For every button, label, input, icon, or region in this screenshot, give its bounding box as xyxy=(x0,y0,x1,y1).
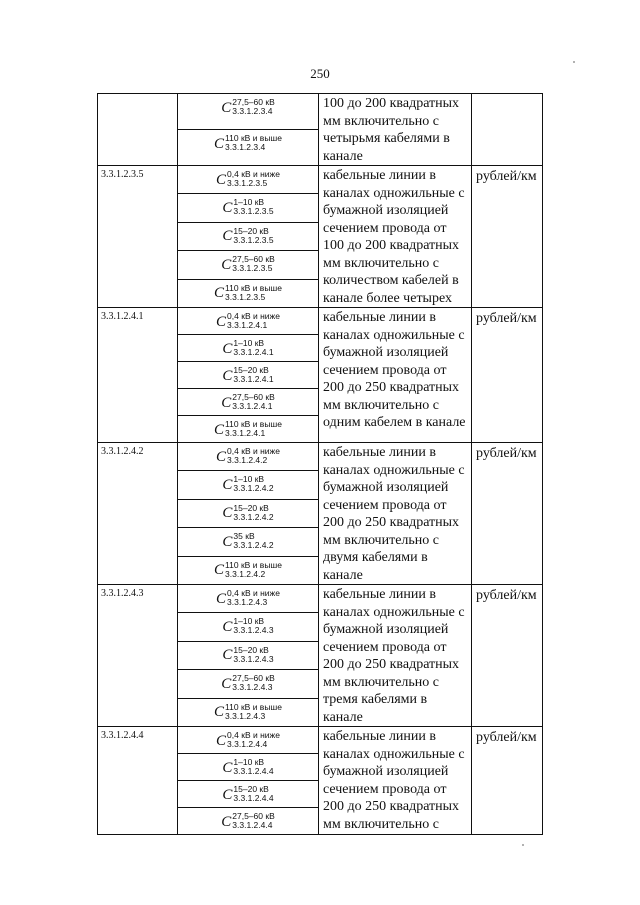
tariff-table xyxy=(97,93,543,835)
item-description: кабельные линии в каналах одножильные с бумажной изоляцией сечением провода от 200 до 250 квадратных мм включительно с двумя кабелями в канале xyxy=(319,443,472,585)
voltage-class: 1–10 кВ xyxy=(233,338,265,348)
voltage-class: 15–20 кВ xyxy=(233,644,269,655)
rate-symbol-cell xyxy=(178,166,319,194)
voltage-class: 110 кВ и выше xyxy=(225,282,282,293)
voltage-class: 1–10 кВ xyxy=(233,616,265,627)
rate-index: 3.3.1.2.3.4 xyxy=(225,142,266,152)
rate-index: 3.3.1.2.4.4 xyxy=(233,766,274,776)
symbol-letter: C xyxy=(222,228,233,245)
voltage-class: 15–20 кВ xyxy=(233,225,269,236)
rate-index: 3.3.1.2.3.5 xyxy=(233,206,274,217)
rate-symbol-cell xyxy=(178,727,319,754)
rate-index: 3.3.1.2.4.1 xyxy=(227,320,268,330)
voltage-class: 27,5–60 кВ xyxy=(232,97,275,107)
voltage-class: 0,4 кВ и ниже xyxy=(227,730,280,740)
rate-symbol-cell xyxy=(178,222,319,250)
voltage-class: 110 кВ и выше xyxy=(225,701,282,712)
item-code: 3.3.1.2.4.3 xyxy=(98,585,178,727)
rate-symbol xyxy=(178,727,318,753)
symbol-letter: C xyxy=(221,256,232,273)
rate-symbol xyxy=(178,416,318,442)
rate-index: 3.3.1.2.4.3 xyxy=(225,710,266,721)
rate-index: 3.3.1.2.4.4 xyxy=(233,793,274,803)
symbol-letter: C xyxy=(216,448,227,465)
rate-symbol-cell xyxy=(178,362,319,389)
symbol-letter: C xyxy=(222,618,233,635)
scan-speck xyxy=(573,61,575,63)
rate-symbol xyxy=(178,223,318,249)
rate-symbol-cell xyxy=(178,528,319,556)
table-row xyxy=(98,585,543,613)
item-code xyxy=(98,94,178,166)
symbol-letter: C xyxy=(216,732,227,749)
rate-symbol xyxy=(178,781,318,807)
symbol-letter: C xyxy=(216,171,227,188)
voltage-class: 110 кВ и выше xyxy=(225,559,282,570)
rate-symbol xyxy=(178,308,318,334)
rate-symbol xyxy=(178,500,318,526)
rate-symbol-cell xyxy=(178,308,319,335)
symbol-letter: C xyxy=(221,394,232,411)
item-description: 100 до 200 квадратных мм включительно с четырьмя кабелями в канале xyxy=(319,94,472,166)
rate-symbol-cell xyxy=(178,389,319,416)
rate-symbol xyxy=(178,389,318,415)
voltage-class: 0,4 кВ и ниже xyxy=(227,311,280,321)
rate-symbol xyxy=(178,670,318,696)
symbol-letter: C xyxy=(214,285,225,302)
symbol-letter: C xyxy=(222,367,233,384)
rate-symbol xyxy=(178,130,318,156)
rate-symbol-cell xyxy=(178,443,319,471)
rate-symbol xyxy=(178,754,318,780)
rate-symbol-cell xyxy=(178,556,319,584)
rate-index: 3.3.1.2.4.4 xyxy=(232,820,273,830)
rate-symbol xyxy=(178,471,318,497)
voltage-class: 0,4 кВ и ниже xyxy=(227,588,280,598)
symbol-letter: C xyxy=(222,759,233,776)
rate-symbol xyxy=(178,194,318,220)
voltage-class: 15–20 кВ xyxy=(233,365,269,375)
tariff-table-body xyxy=(98,94,543,835)
item-code: 3.3.1.2.4.2 xyxy=(98,443,178,585)
voltage-class: 27,5–60 кВ xyxy=(232,811,275,821)
rate-index: 3.3.1.2.3.5 xyxy=(227,178,268,188)
symbol-letter: C xyxy=(216,590,227,607)
rate-symbol xyxy=(178,362,318,388)
rate-symbol xyxy=(178,335,318,361)
item-description: кабельные линии в каналах одножильные с бумажной изоляцией сечением провода от 200 до 250 квадратных мм включительно с xyxy=(319,727,472,835)
rate-symbol-cell xyxy=(178,585,319,613)
rate-index: 3.3.1.2.4.4 xyxy=(227,739,268,749)
table-row xyxy=(98,727,543,754)
voltage-class: 110 кВ и выше xyxy=(225,419,282,429)
scan-speck xyxy=(522,844,524,846)
table-row xyxy=(98,166,543,194)
symbol-letter: C xyxy=(221,99,232,116)
symbol-letter: C xyxy=(216,313,227,330)
rate-index: 3.3.1.2.4.3 xyxy=(233,653,274,664)
item-description: кабельные линии в каналах одножильные с бумажной изоляцией сечением провода от 200 до 250 квадратных мм включительно с тремя кабелями в канале xyxy=(319,585,472,727)
rate-symbol-cell xyxy=(178,641,319,669)
rate-symbol-cell xyxy=(178,130,319,166)
rate-index: 3.3.1.2.4.2 xyxy=(227,455,268,465)
voltage-class: 27,5–60 кВ xyxy=(232,673,275,684)
item-unit: рублей/км xyxy=(472,443,543,585)
symbol-letter: C xyxy=(214,562,225,579)
rate-index: 3.3.1.2.4.1 xyxy=(233,347,274,357)
rate-index: 3.3.1.2.3.4 xyxy=(232,106,273,116)
symbol-letter: C xyxy=(222,533,233,550)
voltage-class: 15–20 кВ xyxy=(233,784,269,794)
rate-symbol-cell xyxy=(178,416,319,443)
rate-symbol-cell xyxy=(178,698,319,726)
rate-symbol xyxy=(178,557,318,583)
voltage-class: 1–10 кВ xyxy=(233,757,265,767)
symbol-letter: C xyxy=(222,199,233,216)
symbol-letter: C xyxy=(214,135,225,152)
voltage-class: 0,4 кВ и ниже xyxy=(227,169,280,179)
item-description: кабельные линии в каналах одножильные с бумажной изоляцией сечением провода от 100 до 200 квадратных мм включительно с количеством кабелей в канале более четырех xyxy=(319,166,472,308)
voltage-class: 15–20 кВ xyxy=(233,502,269,513)
table-row xyxy=(98,94,543,130)
rate-symbol-cell xyxy=(178,613,319,641)
item-unit xyxy=(472,94,543,166)
rate-index: 3.3.1.2.4.3 xyxy=(227,597,268,607)
rate-symbol-cell xyxy=(178,781,319,808)
rate-symbol-cell xyxy=(178,670,319,698)
rate-index: 3.3.1.2.4.3 xyxy=(233,625,274,636)
rate-index: 3.3.1.2.4.2 xyxy=(233,483,274,494)
rate-symbol-cell xyxy=(178,808,319,835)
rate-index: 3.3.1.2.3.5 xyxy=(232,263,273,274)
rate-symbol-cell xyxy=(178,471,319,499)
rate-index: 3.3.1.2.4.2 xyxy=(233,540,274,551)
rate-index: 3.3.1.2.3.5 xyxy=(233,234,274,245)
rate-symbol-cell xyxy=(178,335,319,362)
voltage-class: 110 кВ и выше xyxy=(225,133,282,143)
rate-symbol xyxy=(178,166,318,192)
rate-index: 3.3.1.2.4.1 xyxy=(232,401,273,411)
rate-symbol xyxy=(178,699,318,725)
rate-index: 3.3.1.2.4.1 xyxy=(233,374,274,384)
symbol-letter: C xyxy=(222,647,233,664)
rate-symbol xyxy=(178,808,318,834)
item-unit: рублей/км xyxy=(472,585,543,727)
rate-symbol xyxy=(178,443,318,469)
symbol-letter: C xyxy=(214,421,225,438)
symbol-letter: C xyxy=(222,340,233,357)
page-number: 250 xyxy=(310,66,330,81)
rate-symbol xyxy=(178,642,318,668)
rate-index: 3.3.1.2.4.2 xyxy=(233,511,274,522)
rate-symbol-cell xyxy=(178,94,319,130)
item-code: 3.3.1.2.3.5 xyxy=(98,166,178,308)
symbol-letter: C xyxy=(222,786,233,803)
rate-symbol-cell xyxy=(178,194,319,222)
voltage-class: 0,4 кВ и ниже xyxy=(227,446,280,456)
symbol-letter: C xyxy=(221,813,232,830)
voltage-class: 27,5–60 кВ xyxy=(232,392,275,402)
table-row xyxy=(98,443,543,471)
rate-index: 3.3.1.2.4.2 xyxy=(225,568,266,579)
rate-symbol xyxy=(178,585,318,611)
item-code: 3.3.1.2.4.4 xyxy=(98,727,178,835)
symbol-letter: C xyxy=(221,675,232,692)
symbol-letter: C xyxy=(214,704,225,721)
item-unit: рублей/км xyxy=(472,727,543,835)
rate-symbol xyxy=(178,94,318,120)
rate-symbol-cell xyxy=(178,251,319,279)
rate-symbol xyxy=(178,528,318,554)
symbol-letter: C xyxy=(222,505,233,522)
rate-symbol-cell xyxy=(178,499,319,527)
rate-symbol-cell xyxy=(178,754,319,781)
rate-symbol xyxy=(178,280,318,306)
item-description: кабельные линии в каналах одножильные с бумажной изоляцией сечением провода от 200 до 250 квадратных мм включительно с одним кабелем в канале xyxy=(319,308,472,443)
item-unit: рублей/км xyxy=(472,308,543,443)
rate-index: 3.3.1.2.4.3 xyxy=(232,682,273,693)
voltage-class: 1–10 кВ xyxy=(233,474,265,485)
item-unit: рублей/км xyxy=(472,166,543,308)
table-row xyxy=(98,308,543,335)
symbol-letter: C xyxy=(222,476,233,493)
rate-index: 3.3.1.2.4.1 xyxy=(225,428,266,438)
voltage-class: 27,5–60 кВ xyxy=(232,254,275,265)
voltage-class: 35 кВ xyxy=(233,531,255,542)
item-code: 3.3.1.2.4.1 xyxy=(98,308,178,443)
rate-symbol xyxy=(178,613,318,639)
rate-index: 3.3.1.2.3.5 xyxy=(225,291,266,302)
rate-symbol-cell xyxy=(178,279,319,307)
voltage-class: 1–10 кВ xyxy=(233,197,265,208)
rate-symbol xyxy=(178,251,318,277)
